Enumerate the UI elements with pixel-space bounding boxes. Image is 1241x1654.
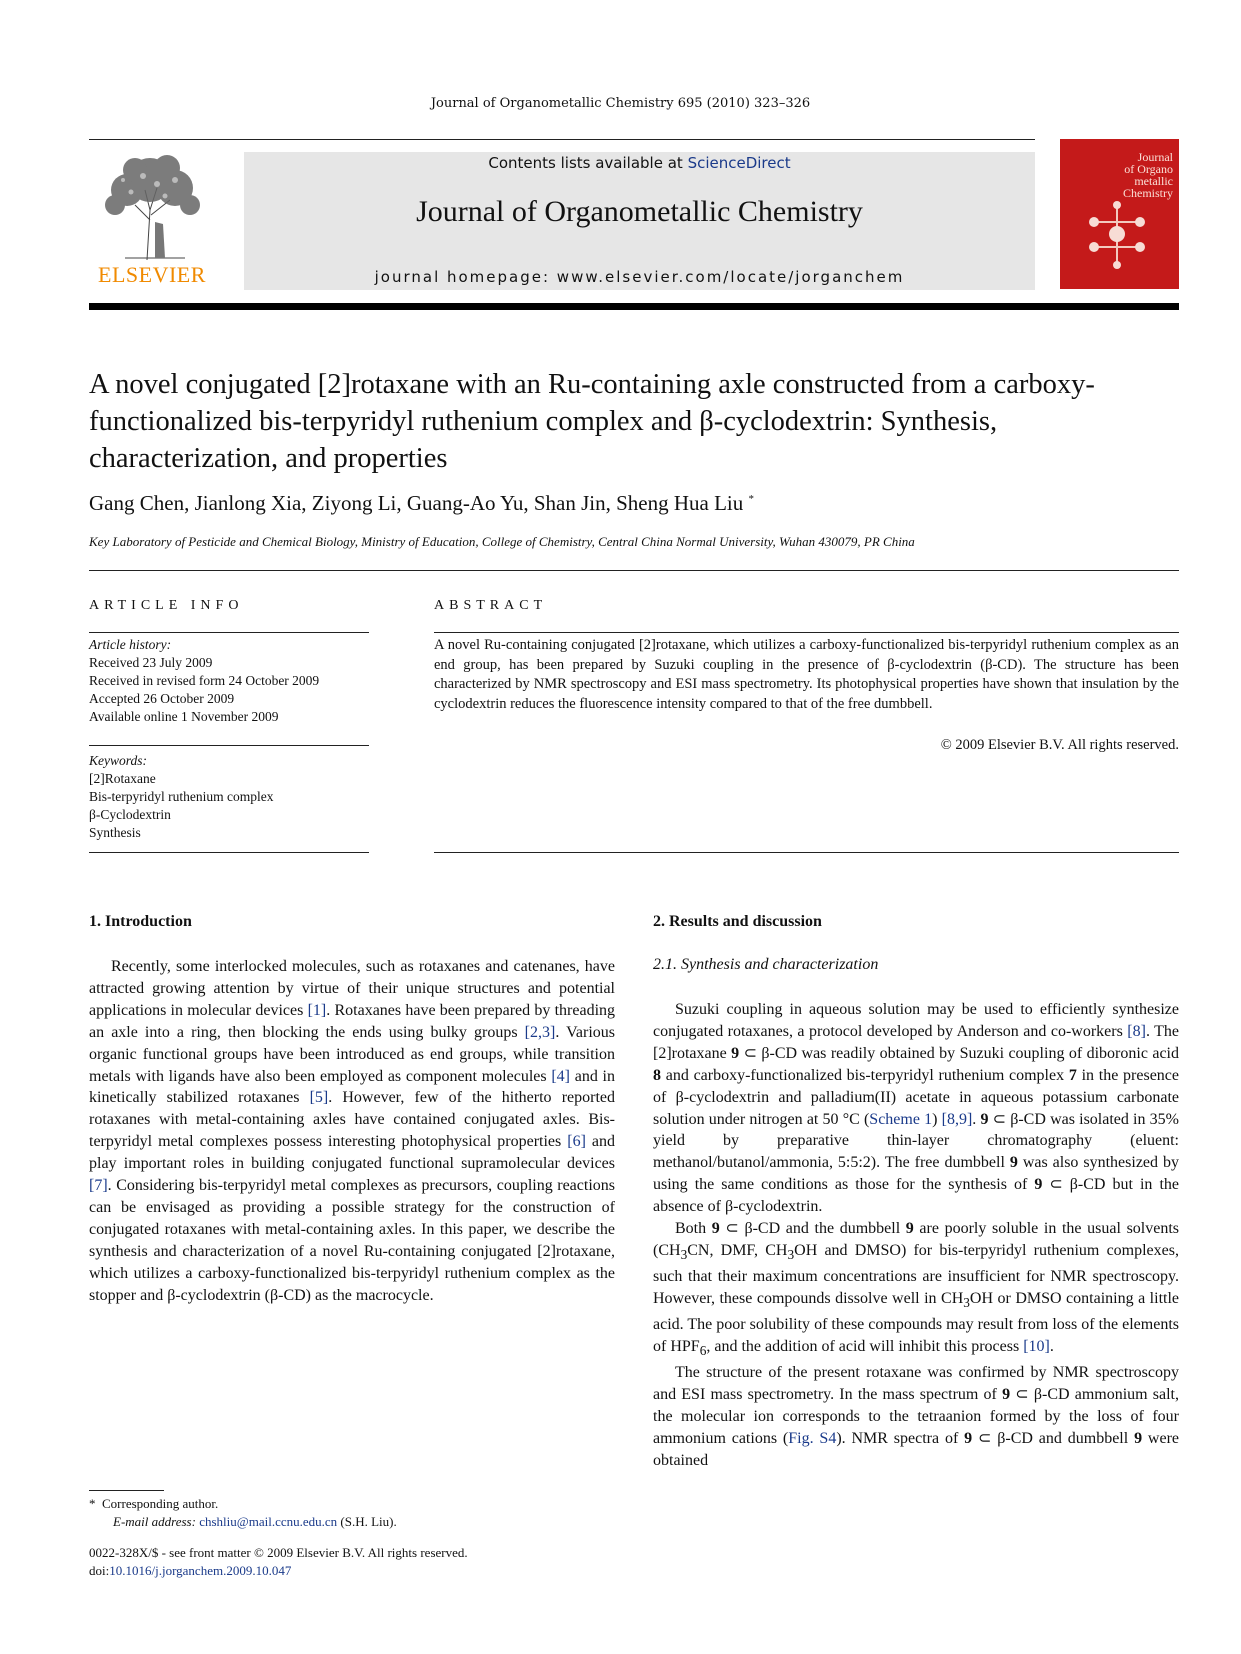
text-run: and in kinetically stabilized rotaxanes: [89, 1067, 615, 1107]
text-run: OH or DMSO containing a little acid. The poor solubility of these compounds may result from loss of the elements of HPF: [653, 1289, 1180, 1355]
footnote: [89, 1495, 397, 1531]
authors-text: Gang Chen, Jianlong Xia, Ziyong Li, Guang-Ao Yu, Shan Jin, Sheng Hua Liu: [89, 491, 744, 515]
cover-title-line: metallic: [1134, 174, 1173, 188]
keyword-item: Synthesis: [89, 825, 141, 840]
elsevier-tree-icon: [95, 150, 209, 262]
cover-title-line: Chemistry: [1123, 186, 1173, 200]
section-heading-results: 2. Results and discussion: [653, 913, 822, 930]
paragraph: [653, 1362, 1179, 1472]
citation-link[interactable]: [8,9]: [941, 1110, 973, 1128]
doi-label: doi:: [89, 1563, 110, 1578]
text-run: in the presence of β-cyclodextrin and palladium(II) acetate in aqueous potassium carbonate solution under nitrogen at 50 °C (: [653, 1066, 1179, 1128]
footnote-rule: [89, 1490, 164, 1491]
journal-title: Journal of Organometallic Chemistry: [416, 195, 863, 228]
text-run: . Considering bis-terpyridyl metal complexes as precursors, coupling reactions can be envisaged as providing a possible strategy for the construction of conjugated rotaxanes with metal-containing axles. In this paper, we describe the synthesis and characterization of a novel Ru-containing conjugated [2]rotaxane, which utilizes a carboxy-functionalized bis-terpyridyl ruthenium complex as the stopper and β-cyclodextrin (β-CD) as the macrocycle.: [89, 1177, 615, 1304]
citation-link[interactable]: [1]: [307, 1001, 327, 1019]
email-label: E-mail address:: [113, 1514, 196, 1529]
subsection-heading: 2.1. Synthesis and characterization: [653, 956, 879, 973]
text-run: .: [972, 1110, 981, 1128]
compound-number: 7: [1068, 1066, 1077, 1084]
introduction-body: [89, 956, 615, 1307]
footnote-mark: *: [89, 1496, 96, 1511]
text-run: Both: [675, 1220, 712, 1238]
text-run: . Various organic functional groups have been introduced as end groups, while transition metals with ligands have also been employed as component molecules: [89, 1023, 615, 1085]
header-thick-rule: [89, 303, 1179, 310]
text-run: . The [2]rotaxane: [653, 1022, 1179, 1062]
text-run: were obtained: [653, 1429, 1179, 1469]
citation-link[interactable]: [10]: [1023, 1337, 1050, 1355]
divider: [434, 852, 1179, 853]
keyword-item: [2]Rotaxane: [89, 771, 156, 786]
compound-number: 8: [653, 1066, 661, 1084]
history-item: Available online 1 November 2009: [89, 709, 279, 724]
text-run: ). NMR spectra of: [836, 1429, 965, 1447]
figure-link[interactable]: Fig. S4: [788, 1429, 837, 1447]
divider: [89, 852, 369, 853]
journal-banner: [244, 152, 1035, 290]
results-body: [653, 999, 1179, 1472]
divider: [89, 745, 369, 746]
affiliation: Key Laboratory of Pesticide and Chemical Biology, Ministry of Education, College of Chemistry, Central China Normal University, Wuhan 430079, PR China: [89, 534, 915, 549]
author-list: [89, 491, 754, 516]
history-label: Article history:: [89, 637, 172, 652]
text-run: ⊂ β-CD and the dumbbell: [719, 1220, 906, 1238]
history-item: Received in revised form 24 October 2009: [89, 673, 320, 688]
affiliation-rule: [89, 570, 1179, 571]
text-run: . However, few of the hitherto reported rotaxanes with metal-containing axles have contained conjugated axles. Bis-terpyridyl metal complexes possess interesting photophysical properties: [89, 1089, 615, 1151]
abstract-heading: ABSTRACT: [434, 598, 548, 613]
footnote-email: [89, 1513, 397, 1531]
compound-number: 9: [1002, 1385, 1011, 1403]
citation-link[interactable]: [6]: [567, 1133, 586, 1151]
compound-number: 9: [731, 1044, 740, 1062]
subscript: 6: [699, 1343, 707, 1359]
contents-line: [244, 154, 1035, 172]
compound-number: 9: [1134, 1429, 1143, 1447]
issn-line: 0022-328X/$ - see front matter © 2009 Elsevier B.V. All rights reserved.: [89, 1545, 468, 1560]
compound-number: 9: [964, 1429, 973, 1447]
text-run: The structure of the present rotaxane was confirmed by NMR spectroscopy and ESI mass spectrometry. In the mass spectrum of: [653, 1364, 1179, 1403]
header-top-rule: [89, 139, 1035, 140]
text-run: and play important roles in building conjugated functional supramolecular devices: [89, 1133, 615, 1173]
text-run: , and the addition of acid will inhibit this process: [706, 1337, 1024, 1355]
doi-line: [89, 1562, 468, 1580]
paragraph: [653, 999, 1179, 1218]
divider: [89, 632, 369, 633]
email-link[interactable]: chshliu@mail.ccnu.edu.cn: [199, 1514, 338, 1529]
journal-homepage-link[interactable]: journal homepage: www.elsevier.com/locate/jorganchem: [374, 268, 905, 286]
sciencedirect-link[interactable]: ScienceDirect: [687, 154, 791, 172]
cover-title-line: of Organo: [1124, 162, 1173, 176]
keywords: [89, 752, 379, 842]
subscript: 3: [787, 1247, 795, 1263]
keyword-item: Bis-terpyridyl ruthenium complex: [89, 789, 274, 804]
citation-link[interactable]: [4]: [551, 1067, 570, 1085]
text-run: was also synthesized by using the same conditions as those for the synthesis of: [653, 1154, 1179, 1194]
article-info-heading: ARTICLE INFO: [89, 598, 244, 613]
section-heading-introduction: 1. Introduction: [89, 913, 192, 930]
cover-molecule-icon: [1082, 197, 1152, 272]
citation-link[interactable]: [8]: [1127, 1022, 1146, 1040]
text-run: are poorly soluble in the usual solvents (CH: [653, 1220, 1180, 1259]
text-run: ): [932, 1110, 942, 1128]
corresponding-author-mark[interactable]: *: [748, 493, 754, 505]
elsevier-logo[interactable]: [89, 150, 215, 290]
history-item: Accepted 26 October 2009: [89, 691, 235, 706]
abstract-text: A novel Ru-containing conjugated [2]rotaxane, which utilizes a carboxy-functionalized bis-terpyridyl ruthenium complex as an end group, has been prepared by Suzuki coupling in the presence of β-cyclodextrin (β-CD). The structure has been characterized by NMR spectroscopy and ESI mass spectrometry. Its photophysical properties have shown that insulation by the cyclodextrin reduces the fluorescence intensity compared to that of the free dumbbell.: [434, 637, 1179, 712]
article-history: [89, 636, 379, 726]
text-run: Suzuki coupling in aqueous solution may be used to efficiently synthesize conjugated rotaxanes, a protocol developed by Anderson and co-workers: [653, 1001, 1179, 1040]
abstract-copyright: © 2009 Elsevier B.V. All rights reserved.: [940, 737, 1179, 753]
scheme-link[interactable]: Scheme 1: [869, 1110, 933, 1128]
article-title: A novel conjugated [2]rotaxane with an Ru-containing axle constructed from a carboxy-functionalized bis-terpyridyl ruthenium complex and β-cyclodextrin: Synthesis, characterization, and properties: [89, 369, 1095, 474]
citation-link[interactable]: [5]: [309, 1089, 329, 1107]
keyword-item: β-Cyclodextrin: [89, 807, 171, 822]
paragraph: [653, 1218, 1179, 1362]
doi-link[interactable]: 10.1016/j.jorganchem.2009.10.047: [109, 1563, 292, 1578]
cover-title-line: Journal: [1137, 150, 1173, 164]
journal-cover-image[interactable]: [1060, 139, 1179, 289]
text-run: . Rotaxanes have been prepared by threading an axle into a ring, then blocking the ends using bulky groups: [89, 1001, 616, 1041]
footnote-corresponding: [89, 1495, 397, 1513]
text-run: and carboxy-functionalized bis-terpyridyl ruthenium complex: [661, 1066, 1069, 1084]
paragraph: [89, 956, 615, 1307]
contents-prefix: Contents lists available at: [488, 154, 683, 172]
subscript: 3: [963, 1295, 970, 1311]
text-run: ⊂ β-CD was readily obtained by Suzuki coupling of diboronic acid: [739, 1044, 1180, 1062]
compound-number: 9: [711, 1220, 720, 1238]
text-run: .: [1049, 1337, 1054, 1355]
divider: [434, 632, 1179, 633]
history-item: Received 23 July 2009: [89, 655, 213, 670]
text-run: OH and DMSO) for bis-terpyridyl ruthenium complexes, such that their maximum concentrations are insufficient for NMR spectroscopy. However, these compounds dissolve well in CH: [653, 1241, 1179, 1307]
text-run: Recently, some interlocked molecules, such as rotaxanes and catenanes, have attracted growing attention by virtue of their unique structures and potential applications in molecular devices: [89, 958, 615, 1019]
running-head: Journal of Organometallic Chemistry 695 (2010) 323–326: [430, 96, 811, 111]
text-run: ⊂ β-CD but in the absence of β-cyclodextrin.: [653, 1176, 1179, 1216]
elsevier-wordmark: ELSEVIER: [98, 262, 206, 287]
email-suffix: (S.H. Liu).: [340, 1514, 397, 1529]
citation-link[interactable]: [7]: [89, 1177, 108, 1195]
compound-number: 9: [1009, 1154, 1018, 1172]
citation-link[interactable]: [2,3]: [524, 1023, 556, 1041]
footnote-label: Corresponding author.: [102, 1496, 219, 1511]
front-matter: [89, 1544, 468, 1580]
text-run: ⊂ β-CD and dumbbell: [972, 1429, 1135, 1447]
text-run: ⊂ β-CD was isolated in 35% yield by preparative thin-layer chromatography (eluent: methanol/butanol/ammonia, 5:5:2). The free dumbbell: [653, 1110, 1180, 1172]
text-run: ⊂ β-CD ammonium salt, the molecular ion corresponds to the tetraanion formed by the loss of four ammonium cations (: [653, 1385, 1180, 1447]
cover-title: [1081, 151, 1173, 199]
compound-number: 9: [905, 1220, 914, 1238]
compound-number: 9: [1034, 1176, 1043, 1194]
keywords-label: Keywords:: [89, 753, 147, 768]
text-run: CN, DMF, CH: [687, 1241, 788, 1259]
subscript: 3: [680, 1247, 688, 1263]
compound-number: 9: [980, 1110, 989, 1128]
